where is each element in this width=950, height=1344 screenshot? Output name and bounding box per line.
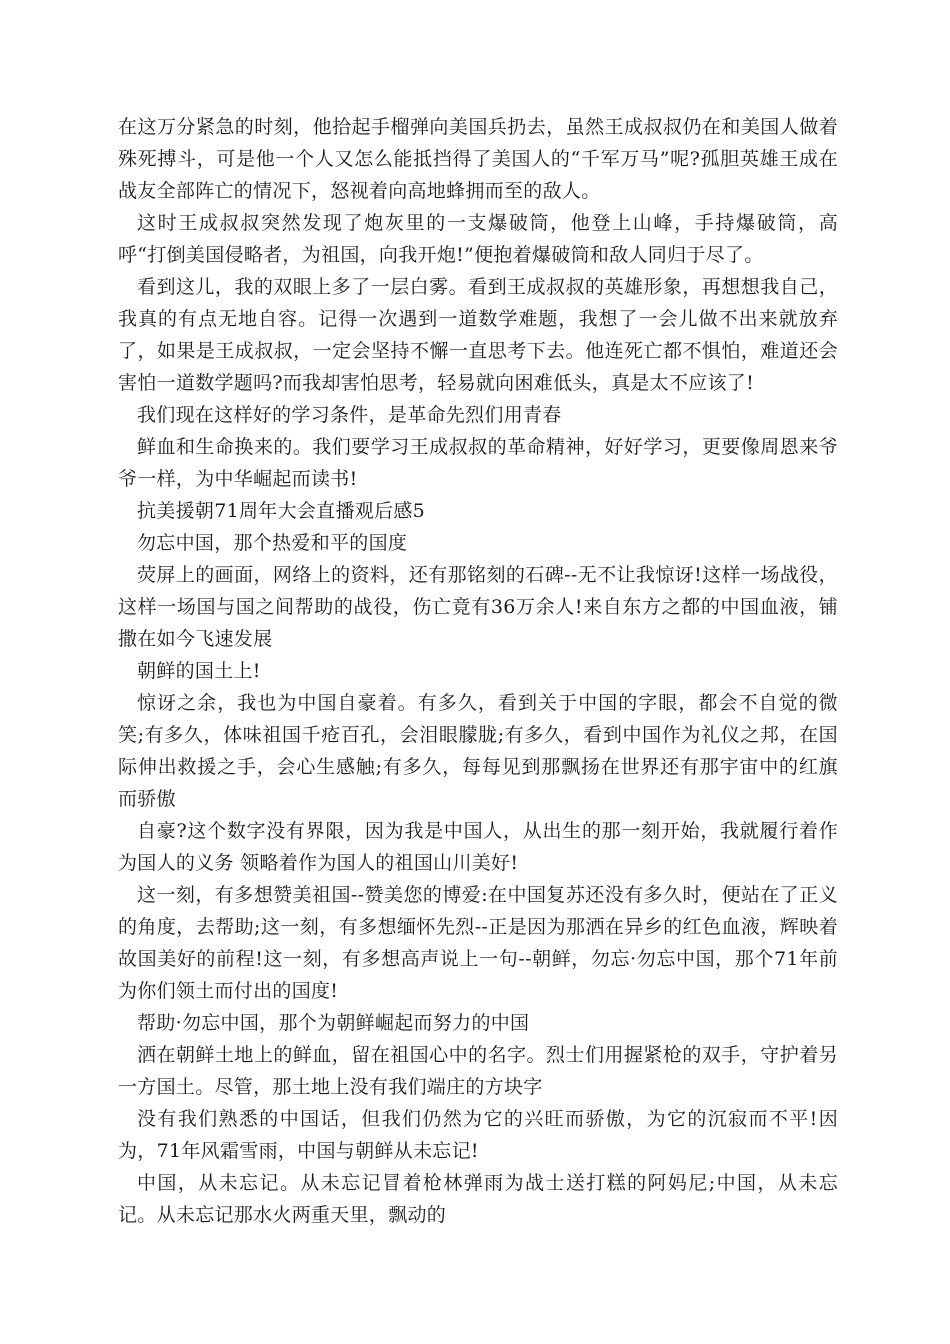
paragraph-8: 荧屏上的画面，网络上的资料，还有那铭刻的石碑--无不让我惊讶!这样一场战役，这样一场国与国之间帮助的战役，伤亡竟有36万余人!来自东方之都的中国血液，铺撒在如今飞速发展 xyxy=(118,564,838,650)
paragraph-12: 这一刻，有多想赞美祖国--赞美您的博爱:在中国复苏还没有多久时，便站在了正义的角度，去帮助;这一刻，有多想缅怀先烈--正是因为那洒在异乡的红色血液，辉映着故国美好的前程!这一刻，有多想高声说上一句--朝鲜，勿忘·勿忘中国，那个71年前为你们领土而付出的国度! xyxy=(118,884,838,1002)
paragraph-1: 在这万分紧急的时刻，他拾起手榴弹向美国兵扔去，虽然王成叔叔仍在和美国人做着殊死搏斗，可是他一个人又怎么能抵挡得了美国人的“千军万马”呢?孤胆英雄王成在战友全部阵亡的情况下，怒视着向高地蜂拥而至的敌人。 xyxy=(118,116,838,202)
paragraph-14: 洒在朝鲜土地上的鲜血，留在祖国心中的名字。烈士们用握紧枪的双手，守护着另一方国土。尽管，那土地上没有我们端庄的方块字 xyxy=(118,1044,838,1098)
subheading: 勿忘中国，那个热爱和平的国度 xyxy=(137,532,408,554)
paragraph-5: 鲜血和生命换来的。我们要学习王成叔叔的革命精神，好好学习，更要像周恩来爷爷一样，为中华崛起而读书! xyxy=(118,436,838,490)
paragraph-9: 朝鲜的国土上! xyxy=(137,660,261,682)
paragraph-15: 没有我们熟悉的中国话，但我们仍然为它的兴旺而骄傲，为它的沉寂而不平!因为，71年风霜雪雨，中国与朝鲜从未忘记! xyxy=(118,1108,838,1162)
paragraph-16: 中国，从未忘记。从未忘记冒着枪林弹雨为战士送打糕的阿妈尼;中国，从未忘记。从未忘记那水火两重天里，飘动的 xyxy=(118,1172,838,1226)
paragraph-11: 自豪?这个数字没有界限，因为我是中国人，从出生的那一刻开始，我就履行着作为国人的义务 领略着作为国人的祖国山川美好! xyxy=(118,820,838,874)
paragraph-10: 惊讶之余，我也为中国自豪着。有多久，看到关于中国的字眼，都会不自觉的微笑;有多久，体味祖国千疮百孔，会泪眼朦胧;有多久，看到中国作为礼仪之邦，在国际伸出救援之手，会心生感触;有多久，每每见到那飘扬在世界还有那宇宙中的红旗而骄傲 xyxy=(118,692,838,810)
document-body xyxy=(118,111,838,1231)
paragraph-13: 帮助·勿忘中国，那个为朝鲜崛起而努力的中国 xyxy=(137,1012,530,1034)
paragraph-2: 这时王成叔叔突然发现了炮灰里的一支爆破筒，他登上山峰，手持爆破筒，高呼“打倒美国侵略者，为祖国，向我开炮!”便抱着爆破筒和敌人同归于尽了。 xyxy=(118,212,838,266)
section-heading: 抗美援朝71周年大会直播观后感5 xyxy=(137,500,426,522)
paragraph-4: 我们现在这样好的学习条件，是革命先烈们用青春 xyxy=(137,404,562,426)
paragraph-3: 看到这儿，我的双眼上多了一层白雾。看到王成叔叔的英雄形象，再想想我自己，我真的有点无地自容。记得一次遇到一道数学难题，我想了一会儿做不出来就放弃了，如果是王成叔叔，一定会坚持不懈一直思考下去。他连死亡都不惧怕，难道还会害怕一道数学题吗?而我却害怕思考，轻易就向困难低头，真是太不应该了! xyxy=(118,276,838,394)
